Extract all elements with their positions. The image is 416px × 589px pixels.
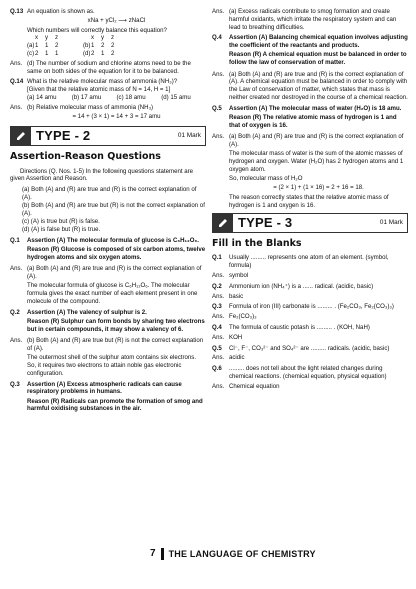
ar-answer-2	[10, 337, 206, 377]
question-number: Q.5	[212, 344, 222, 352]
answer-text: (a) Both (A) and (R) are true and (R) is the correct explanation of (A).	[229, 133, 404, 148]
answer-explanation: The molecular formula of glucose is C₆H₁₂O₆. The molecular formula gives the exact number of each element present in one molecule of the compound.	[27, 282, 198, 305]
option: (c) 18 amu	[116, 93, 146, 101]
table-cell: 2	[35, 49, 39, 57]
question-text: Formula of iron (III) carbonate is ......... . (Fe₂CO₃, Fe₂(CO₃)₃)	[229, 303, 394, 311]
ar-question-5	[212, 105, 408, 131]
direction-options	[10, 186, 206, 234]
answer-label: Ans.	[212, 70, 225, 78]
answer-text: (a) Excess radicals contribute to smog formation and create harmful oxidants, which irritate the respiratory system and can lead to breathing difficulties.	[229, 8, 397, 31]
question-number: Q.4	[212, 34, 222, 42]
directions: Directions (Q. Nos. 1-5) In the following questions statement are given Assertion and Reason.	[10, 167, 194, 183]
table-cell: 1	[91, 42, 95, 50]
assertion-text: Assertion (A) Balancing chemical equation involves adjusting the coefficient of the reactants and products.	[229, 34, 408, 50]
marks-label: 01 Mark	[177, 132, 201, 140]
pencil-icon	[11, 127, 31, 145]
table-header: x	[35, 34, 39, 42]
question-number: Q.1	[212, 254, 222, 262]
question-text: What is the relative molecular mass of ammonia (NH₃)?	[27, 78, 178, 86]
answer-label: Ans.	[10, 337, 23, 345]
answer-label: Ans.	[212, 133, 225, 141]
answer-label: Ans.	[212, 272, 225, 280]
table-cell: 1	[45, 42, 49, 50]
ar-answer-1	[10, 265, 206, 305]
table-header: y	[101, 34, 105, 42]
answer-text: Fe₂(CO₃)₃	[229, 313, 257, 321]
answer-label: Ans.	[212, 354, 225, 362]
question-prompt: Which numbers will correctly balance this equation?	[27, 26, 167, 34]
answer-explanation: The outermost shell of the sulphur atom contains six electrons. So, it requires two electrons to attain noble gas electronic configuration.	[27, 354, 197, 377]
question-text: Ammonium ion (NH₄⁺) is a ...... radical. (acidic, basic)	[229, 282, 374, 290]
answer-13	[10, 60, 206, 76]
fib-answer	[212, 272, 408, 280]
section-heading: Fill in the Blanks	[212, 238, 302, 250]
table-cell: 2	[111, 49, 115, 57]
table-cell: 2	[91, 49, 95, 57]
calculation-intro: So, molecular mass of H₂O	[229, 175, 303, 183]
answer-label: Ans.	[10, 265, 23, 273]
answer-text: symbol	[229, 272, 249, 280]
question-number: Q.6	[212, 365, 222, 373]
direction-option: (c) (A) is true but (R) is false.	[22, 217, 100, 225]
table-cell: 1	[55, 49, 59, 57]
question-number: Q.3	[212, 303, 222, 311]
table-cell: 1	[101, 49, 105, 57]
option: (a) 14 amu	[27, 93, 57, 101]
answer-text: (d) The number of sodium and chlorine atoms need to be the same on both sides of the equation for it to be balanced.	[27, 59, 191, 75]
ar-question-4	[212, 34, 408, 68]
assertion-text: Assertion (A) The molecular formula of glucose is C₆H₁₂O₆.	[27, 236, 199, 244]
fib-question	[212, 303, 408, 311]
answer-reason: The reason correctly states that the relative atomic mass of hydrogen is 1 and oxygen is 16.	[229, 193, 389, 209]
reason-text: Reason (R) A chemical equation must be balanced in order to follow the law of conservation of matter.	[229, 51, 407, 67]
option: (d) 15 amu	[161, 93, 191, 101]
fib-answer	[212, 383, 408, 391]
type-2-banner	[10, 126, 206, 146]
table-cell: 2	[55, 42, 59, 50]
question-text: An equation is shown as.	[27, 8, 95, 15]
reason-text: Reason (R) Radicals can promote the formation of smog and harmful oxidising substances in the air.	[27, 397, 203, 413]
answer-text: (b) Both (A) and (R) are true but (R) is not the correct explanation of (A).	[27, 337, 204, 352]
direction-option: (b) Both (A) and (R) are true but (R) is not the correct explanation of (A).	[22, 202, 205, 217]
fib-answer	[212, 334, 408, 342]
chapter-title: THE LANGUAGE OF CHEMISTRY	[168, 548, 316, 559]
assertion-text: Assertion (A) The valency of sulphur is 2.	[27, 308, 147, 316]
question-text: The formula of caustic potash is ......... . (KOH, NaH)	[229, 324, 370, 332]
answer-14	[10, 104, 206, 123]
question-14	[10, 78, 206, 101]
assertion-text: Assertion (A) The molecular mass of water (H₂O) is 18 amu.	[229, 104, 402, 112]
options	[27, 94, 206, 102]
type-3-banner	[212, 213, 408, 233]
reason-text: Reason (R) The relative atomic mass of hydrogen is 1 and that of oxygen is 16.	[229, 114, 397, 129]
assertion-text: Assertion (A) Excess atmospheric radicals can cause respiratory problems in humans.	[27, 380, 182, 396]
table-cell: 2	[111, 42, 115, 50]
direction-option: (d) (A) is false but (R) is true.	[22, 225, 101, 233]
fib-answer	[212, 313, 408, 321]
answer-label: Ans.	[212, 333, 225, 341]
answer-text: (a) Both (A) and (R) are true and (R) is the correct explanation of (A). A chemical equation must be balanced in order to comply with the Law of conservation of matter, which states that mass is neither created nor destroyed in the course of a chemical reaction.	[229, 70, 408, 101]
pencil-icon	[213, 214, 233, 232]
answer-text: acidic	[229, 354, 245, 362]
table-cell: (c)	[27, 49, 35, 57]
fib-answer	[212, 354, 408, 362]
answer-label: Ans.	[10, 103, 23, 111]
answer-label: Ans.	[212, 8, 225, 15]
question-number: Q.13	[10, 8, 24, 15]
marks-label: 01 Mark	[379, 219, 403, 227]
section-title: TYPE - 3	[238, 215, 293, 231]
page-number: 7	[150, 548, 156, 559]
option: (b) 17 amu	[71, 93, 102, 101]
question-text: ......... does not tell about the light related changes during chemical reactions. (chemical equation, physical equation)	[229, 365, 387, 381]
question-number: Q.5	[212, 104, 222, 112]
question-number: Q.14	[10, 78, 24, 86]
fill-in-blank-list	[212, 254, 408, 390]
question-13	[10, 8, 206, 58]
answer-text: KOH	[229, 333, 243, 341]
ar-question-1	[10, 237, 206, 263]
fib-question	[212, 324, 408, 332]
direction-option: (a) Both (A) and (R) are true and (R) is the correct explanation of (A).	[22, 186, 197, 201]
table-cell: (b)	[83, 42, 91, 50]
ar-answer-5	[212, 133, 408, 209]
question-text: Cl⁻, F⁻, CO₃²⁻ and SO₄²⁻ are ......... radicals. (acidic, basic)	[229, 344, 390, 352]
table-cell: 1	[45, 49, 49, 57]
ar-answer-4	[212, 71, 408, 102]
answer-text: (b) Relative molecular mass of ammonia (NH₃)	[27, 103, 154, 111]
answer-label: Ans.	[10, 59, 23, 67]
table-cell: (a)	[27, 42, 35, 50]
question-number: Q.1	[10, 236, 20, 244]
question-number: Q.4	[212, 324, 222, 332]
question-text: Usually ......... represents one atom of an element. (symbol, formula)	[229, 254, 389, 270]
left-column	[10, 8, 206, 417]
option-table	[27, 34, 206, 57]
answer-text: basic	[229, 292, 244, 300]
table-header: z	[111, 34, 115, 42]
table-header: y	[45, 34, 49, 42]
table-cell: 1	[35, 42, 39, 50]
table-cell: 2	[101, 42, 105, 50]
fib-answer	[212, 293, 408, 301]
question-number: Q.3	[10, 380, 20, 388]
ar-answer-3	[212, 8, 408, 31]
fib-question	[212, 283, 408, 291]
answer-explanation: The molecular mass of water is the sum of the atomic masses of hydrogen and oxygen. Water (H₂O) has 2 hydrogen atoms and 1 oxygen atom.	[229, 150, 404, 173]
footer-divider	[161, 548, 164, 560]
answer-text: (a) Both (A) and (R) are true and (R) is the correct explanation of (A).	[27, 265, 202, 280]
right-column	[212, 8, 408, 394]
fib-question	[212, 345, 408, 353]
calculation: = 14 + (3 × 1) = 14 + 3 = 17 amu	[72, 113, 161, 121]
table-header: z	[55, 34, 59, 42]
question-number: Q.2	[10, 308, 20, 316]
equation: xNa + yCl₂ ⟶ zNaCl	[87, 17, 146, 25]
page-footer	[150, 548, 316, 561]
ar-question-3	[10, 381, 206, 415]
fib-question	[212, 365, 408, 381]
section-title: TYPE - 2	[36, 128, 91, 144]
question-number: Q.2	[212, 282, 222, 290]
section-heading: Assertion-Reason Questions	[10, 151, 161, 163]
ar-question-2	[10, 309, 206, 335]
answer-text: Chemical equation	[229, 382, 280, 390]
calculation: = (2 × 1) + (1 × 16) = 2 + 16 = 18.	[273, 184, 364, 192]
table-cell: (d)	[83, 49, 91, 57]
reason-text: Reason (R) Glucose is composed of six carbon atoms, twelve hydrogen atoms and six oxygen atoms.	[27, 246, 206, 261]
answer-label: Ans.	[212, 382, 225, 390]
table-header: x	[91, 34, 95, 42]
answer-label: Ans.	[212, 292, 225, 300]
fib-question	[212, 254, 408, 270]
reason-text: Reason (R) Sulphur can form bonds by sharing two electrons but in certain compounds, it may show a valency of 6.	[27, 317, 205, 333]
given-note: [Given that the relative atomic mass of N = 14, H = 1]	[27, 86, 171, 94]
answer-label: Ans.	[212, 313, 225, 321]
